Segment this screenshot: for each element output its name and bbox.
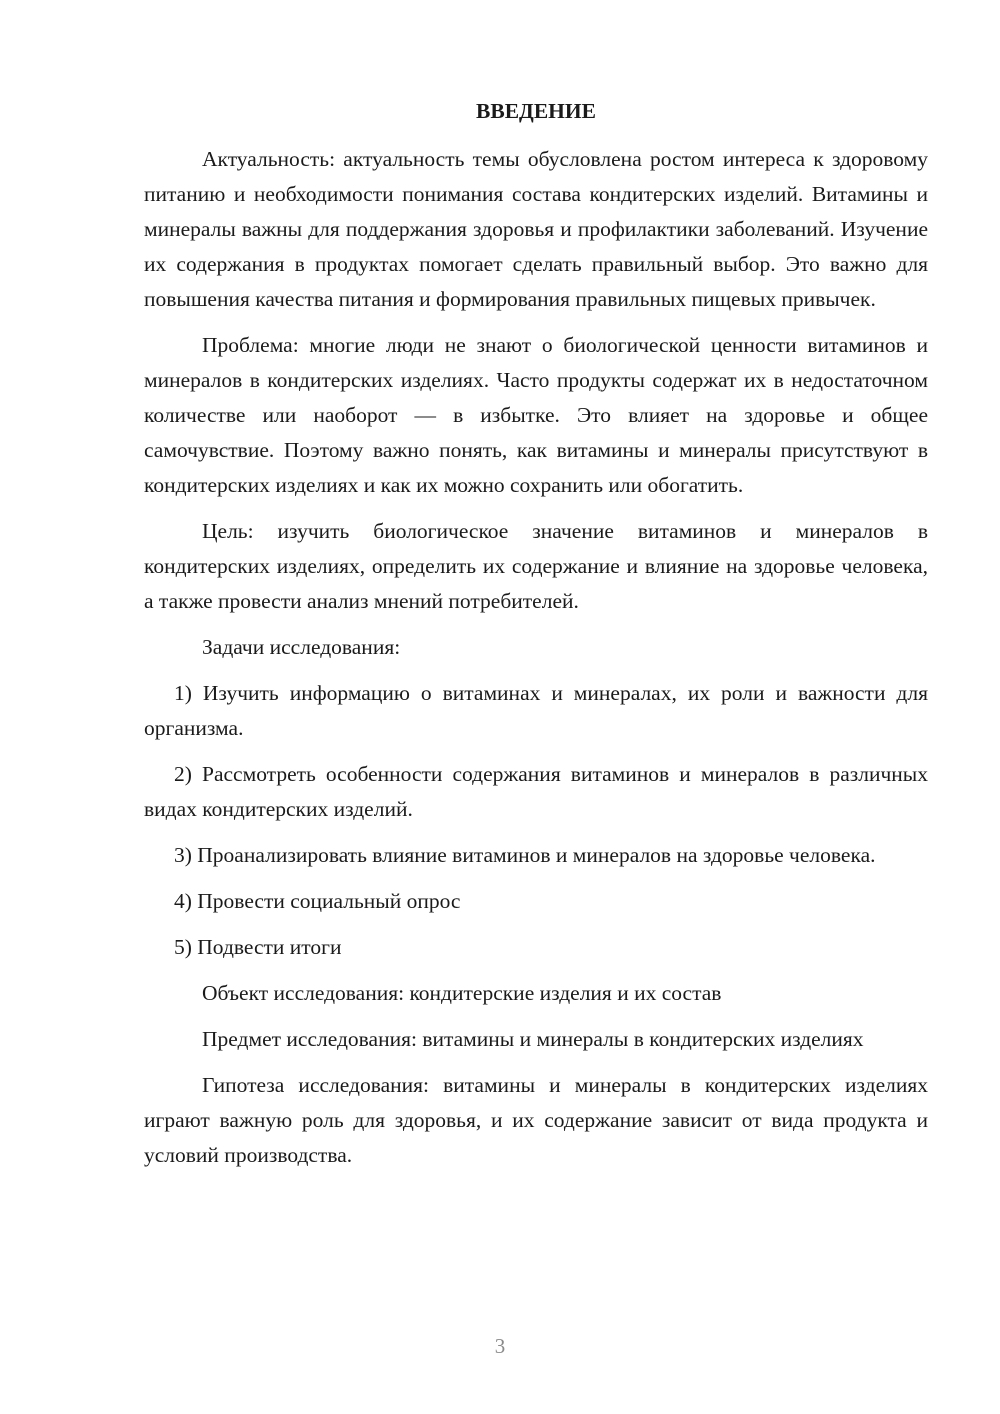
page-title: ВВЕДЕНИЕ [476, 99, 596, 123]
task-item-5: 5) Подвести итоги [174, 935, 342, 959]
paragraph-relevance: Актуальность: актуальность темы обусловлена ростом интереса к здоровому питанию и необходимости понимания состава кондитерских изделий. Витамины и минералы важны для поддержания здоровья и профилактики заболеваний. Изучение их содержания в продуктах помогает сделать правильный выбор. Это важно для повышения качества питания и формирования правильных пищевых привычек. [144, 147, 928, 311]
task-item-4: 4) Провести социальный опрос [174, 889, 461, 913]
paragraph-object: Объект исследования: кондитерские изделия и их состав [202, 981, 722, 1005]
paragraph-tasks-heading: Задачи исследования: [202, 635, 401, 659]
task-item-3: 3) Проанализировать влияние витаминов и минералов на здоровье человека. [174, 843, 876, 867]
page-number: 3 [494, 1334, 506, 1358]
paragraph-goal: Цель: изучить биологическое значение витаминов и минералов в кондитерских изделиях, определить их содержание и влияние на здоровье человека, а также провести анализ мнений потребителей. [144, 519, 928, 613]
task-item-2: 2) Рассмотреть особенности содержания витаминов и минералов в различных видах кондитерских изделий. [144, 762, 928, 821]
paragraph-hypothesis: Гипотеза исследования: витамины и минералы в кондитерских изделиях играют важную роль для здоровья, и их содержание зависит от вида продукта и условий производства. [144, 1073, 928, 1167]
document-body [144, 142, 928, 1184]
task-item-1: 1) Изучить информацию о витаминах и минералах, их роли и важности для организма. [144, 681, 928, 740]
paragraph-subject: Предмет исследования: витамины и минералы в кондитерских изделиях [202, 1027, 864, 1051]
paragraph-problem: Проблема: многие люди не знают о биологической ценности витаминов и минералов в кондитерских изделиях. Часто продукты содержат их в недостаточном количестве или наоборот — в избытке. Это влияет на здоровье и общее самочувствие. Поэтому важно понять, как витамины и минералы присутствуют в кондитерских изделиях и как их можно сохранить или обогатить. [144, 333, 928, 497]
